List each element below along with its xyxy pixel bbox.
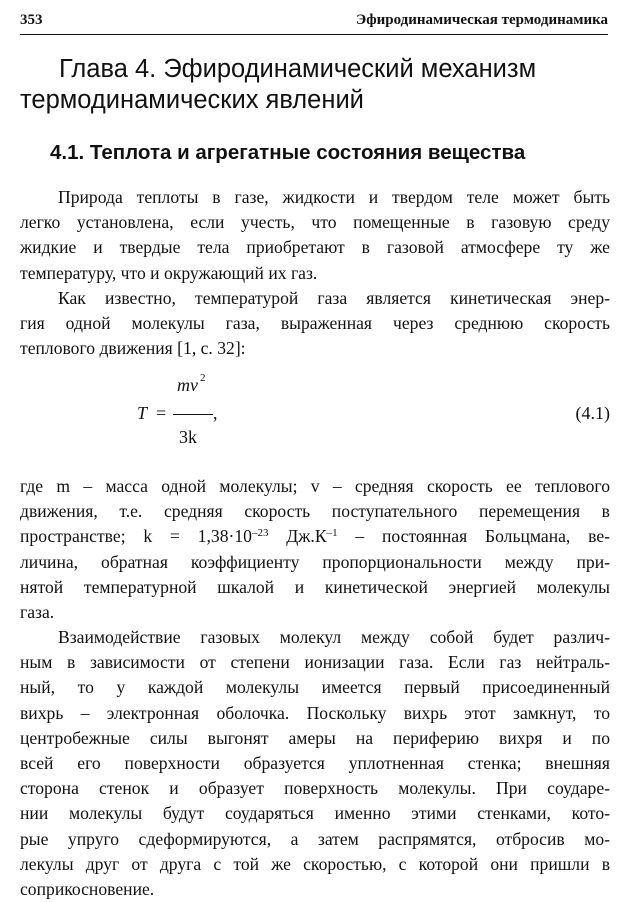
text-line: Как известно, температурой газа является кинетическая энер- [58,288,610,308]
text-line [20,524,610,549]
text-line: ный, то у каждой молекулы имеется первый присоединенный [20,677,610,698]
text-line: рые упруго сдеформируются, а затем распрямятся, отбросив мо- [20,828,610,849]
text-line: всей его поверхности образуется уплотненная стенка; внешняя [20,752,610,773]
section-title: 4.1. Теплота и агрегатные состояния вещества [50,141,526,164]
chapter-title [20,54,610,116]
text-line: ным в зависимости от степени ионизации газа. Если газ нейтраль- [20,652,610,673]
text-line: вихрь – электронная оболочка. Поскольку вихрь этот замкнут, то [20,702,610,723]
text-line: нятой температурной шкалой и кинетической энергией молекулы [20,576,610,597]
text-line: лекулы друг от друга с той же скоростью, с которой они пришли в [20,853,610,874]
text-line: жидкие и твердые тела приобретают в газовой атмосфере ту же [20,237,610,258]
formula-equals: = [156,403,167,423]
text-line: Взаимодействие газовых молекул между собой будет различ- [58,627,610,647]
formula-numerator-text: mv [177,375,198,395]
text-line: легко установлена, если учесть, что помещенные в газовую среду [20,212,610,233]
paragraph-1 [20,185,610,286]
formula-denominator: 3k [179,427,197,447]
text-fragment: Дж.К [268,526,327,547]
text-fragment: пространстве; k = 1,38·10 [20,526,252,547]
text-fragment: – постоянная Больцмана, ве- [337,526,610,547]
chapter-title-line: Глава 4. Эфиродинамический механизм [59,55,537,83]
running-header [20,10,608,35]
paragraph-2 [20,286,610,362]
paragraph-3 [20,474,610,625]
formula-exponent: 2 [200,372,206,384]
text-line: газа. [20,601,55,622]
text-line: нии молекулы будут соударяться именно этими стенками, кото- [20,803,610,824]
text-line: температуру, что и окружающий их газ. [20,262,318,283]
text-line: движения, т.е. средняя скорость поступательного перемещения в [20,501,610,522]
running-title: Эфиродинамическая термодинамика [356,12,608,28]
equation-number: (4.1) [575,403,610,423]
paragraph-4 [20,625,610,902]
fraction-bar [173,414,213,415]
superscript: –23 [251,527,269,540]
text-line: сторона стенок и образует поверхность молекулы. При соударе- [20,778,610,799]
text-line: личина, обратная коэффициенту пропорциональности между при- [20,551,610,572]
superscript: –1 [326,527,338,540]
text-line: гия одной молекулы газа, выраженная через среднюю скорость [20,313,610,334]
text-line: центробежные силы выгонят амеры на периферию вихря и по [20,727,610,748]
page-number: 353 [20,12,43,28]
formula-numerator [177,372,206,396]
text-line: теплового движения [1, с. 32]: [20,338,246,359]
text-line: соприкосновение. [20,878,155,899]
text-line: Природа теплоты в газе, жидкости и твердом теле может быть [58,187,610,207]
formula-4-1 [20,370,610,460]
text-line: где m – масса одной молекулы; v – средняя скорость ее теплового [20,476,610,496]
formula-comma: , [213,403,218,423]
chapter-title-line: термодинамических явлений [20,86,364,114]
formula-lhs: T [137,403,148,423]
